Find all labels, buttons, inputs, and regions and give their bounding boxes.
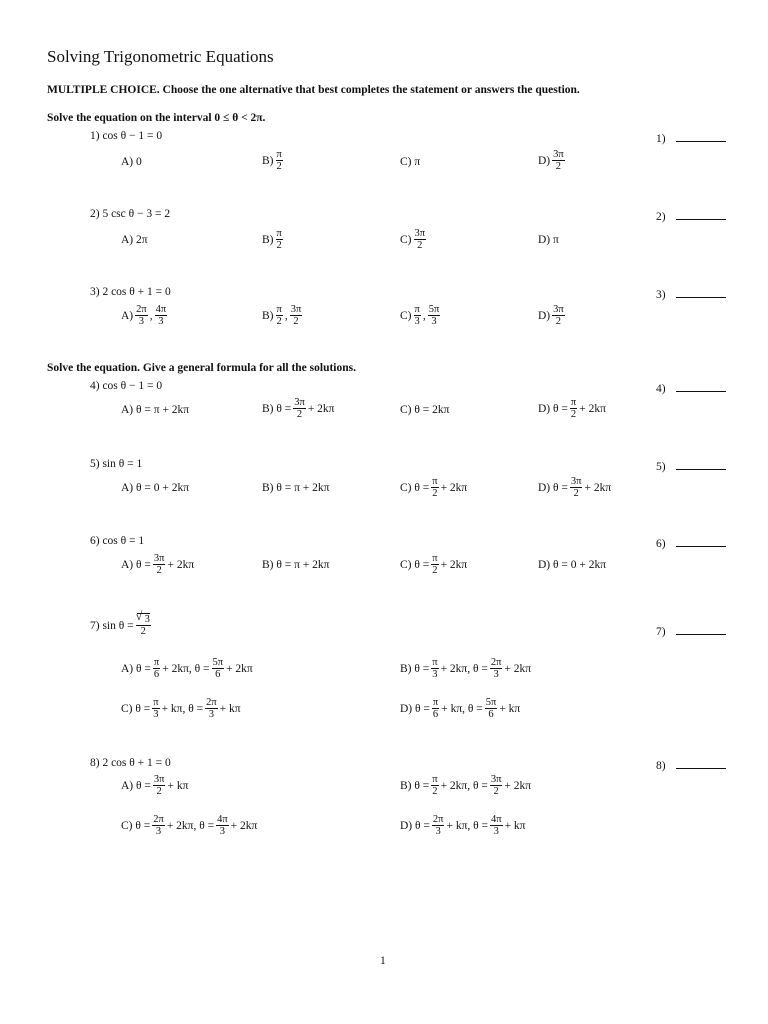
fraction: $\frac{\pi}{3}$ [432,657,438,680]
answer-slot-6[interactable] [656,534,726,550]
answer-number: 7) [656,626,666,638]
q3-option-a[interactable]: A) $\frac{2\pi}{3}$ , $\frac{4\pi}{3}$ [121,304,167,327]
question-3: 3) 2 cos θ + 1 = 0 [90,286,171,298]
question-6: 6) cos θ = 1 [90,535,145,547]
q1-option-c[interactable]: C) π [400,156,421,168]
fraction: $\frac{2\pi}{3}$ [206,697,217,720]
question-8: 8) 2 cos θ + 1 = 0 [90,757,171,769]
question-4: 4) cos θ − 1 = 0 [90,380,163,392]
q1-option-d[interactable]: D) $\frac{3\pi}{2}$ [538,149,564,172]
fraction: $\frac{\pi}{2}$ [276,304,282,327]
q6-option-b[interactable]: B) θ = π + 2kπ [262,559,330,571]
q4-option-a[interactable]: A) θ = π + 2kπ [121,404,190,416]
q1-option-b[interactable]: B) $\frac{\pi}{2}$ [262,149,282,172]
answer-number: 8) [656,760,666,772]
q7-option-d[interactable]: D) θ = $\frac{\pi}{6}$ + kπ , θ = $\frac{5\pi}{6}$ + kπ [400,697,521,720]
answer-slot-4[interactable] [656,379,726,395]
fraction: $\frac{3\pi}{2}$ [153,774,165,797]
q8-option-a[interactable]: A) θ = $\frac{3\pi}{2}$ + kπ [121,774,189,797]
fraction: $\frac{\pi}{2}$ [432,553,438,576]
fraction: $\frac{4\pi}{3}$ [491,814,502,837]
answer-blank[interactable] [676,207,726,220]
q4-option-b[interactable]: B) θ = $\frac{3\pi}{2}$ + 2kπ [262,397,335,420]
instructions: MULTIPLE CHOICE. Choose the one alternative that best completes the statement or answers the question. [47,84,580,96]
fraction: $\frac{3\pi}{2}$ [414,228,426,251]
answer-slot-1[interactable] [656,129,726,145]
sqrt-symbol: √ 3 [137,613,150,625]
fraction: $\frac{4\pi}{3}$ [155,304,167,327]
answer-slot-7[interactable] [656,622,726,638]
q4-option-c[interactable]: C) θ = 2kπ [400,404,450,416]
q3-option-d[interactable]: D) $\frac{3\pi}{2}$ [538,304,564,327]
fraction: $\frac{3\pi}{2}$ [490,774,502,797]
q8-option-d[interactable]: D) θ = $\frac{2\pi}{3}$ + kπ , θ = $\frac{4\pi}{3}$ + kπ [400,814,526,837]
fraction: $\frac{\pi}{6}$ [153,657,160,680]
answer-slot-5[interactable] [656,457,726,473]
answer-slot-3[interactable] [656,285,726,301]
fraction: $\frac{2\pi}{3}$ [153,814,164,837]
q5-option-a[interactable]: A) θ = 0 + 2kπ [121,482,190,494]
fraction: $\frac{3\pi}{2}$ [553,304,564,327]
q1-option-a[interactable]: A) 0 [121,156,142,168]
fraction: $\frac{\pi}{2}$ [432,476,438,499]
fraction: $\frac{2\pi}{3}$ [136,304,147,327]
answer-number: 5) [656,461,666,473]
q7-option-c[interactable]: C) θ = $\frac{\pi}{3}$ + kπ , θ = $\frac{2\pi}{3}$ + kπ [121,697,241,720]
question-2: 2) 5 csc θ − 3 = 2 [90,208,171,220]
q7-option-a[interactable]: A) θ = $\frac{\pi}{6}$ + 2kπ , θ = $\frac{5\pi}{6}$ + 2kπ [121,657,253,680]
q4-option-d[interactable]: D) θ = $\frac{\pi}{2}$ + 2kπ [538,397,606,420]
answer-blank[interactable] [676,379,726,392]
answer-number: 1) [656,133,666,145]
fraction: $\frac{3\pi}{2}$ [153,553,165,576]
answer-number: 2) [656,211,666,223]
fraction: √ $\frac{3}{2}$ [136,614,151,637]
question-7: 7) sin θ = √ $\frac{3}{2}$ [90,614,153,637]
q5-option-d[interactable]: D) θ = $\frac{3\pi}{2}$ + 2kπ [538,476,612,499]
q6-option-c[interactable]: C) θ = $\frac{\pi}{2}$ + 2kπ [400,553,468,576]
q5-option-b[interactable]: B) θ = π + 2kπ [262,482,330,494]
q2-option-c[interactable]: C) $\frac{3\pi}{2}$ [400,228,426,251]
fraction: $\frac{\pi}{2}$ [570,397,577,420]
question-5: 5) sin θ = 1 [90,458,143,470]
q8-option-b[interactable]: B) θ = $\frac{\pi}{2}$ + 2kπ , θ = $\frac{3\pi}{2}$ + 2kπ [400,774,532,797]
answer-blank[interactable] [676,756,726,769]
answer-blank[interactable] [676,285,726,298]
answer-blank[interactable] [676,129,726,142]
q8-option-c[interactable]: C) θ = $\frac{2\pi}{3}$ + 2kπ , θ = $\frac{4\pi}{3}$ + 2kπ [121,814,258,837]
fraction: $\frac{\pi}{2}$ [276,149,282,172]
fraction: $\frac{5\pi}{6}$ [212,657,224,680]
answer-number: 3) [656,289,666,301]
answer-number: 6) [656,538,666,550]
answer-slot-8[interactable] [656,756,726,772]
section-heading-interval: Solve the equation on the interval 0 ≤ θ < 2π. [47,112,266,124]
q6-option-d[interactable]: D) θ = 0 + 2kπ [538,559,607,571]
fraction: $\frac{3\pi}{2}$ [570,476,582,499]
fraction: $\frac{\pi}{2}$ [432,774,438,797]
fraction: $\frac{4\pi}{3}$ [217,814,228,837]
answer-blank[interactable] [676,457,726,470]
q5-option-c[interactable]: C) θ = $\frac{\pi}{2}$ + 2kπ [400,476,468,499]
fraction: $\frac{3\pi}{2}$ [294,397,305,420]
answer-slot-2[interactable] [656,207,726,223]
fraction: $\frac{\pi}{3}$ [153,697,159,720]
fraction: $\frac{5\pi}{6}$ [485,697,497,720]
q3-option-c[interactable]: C) $\frac{\pi}{3}$ , $\frac{5\pi}{3}$ [400,304,440,327]
page-title: Solving Trigonometric Equations [47,47,274,66]
fraction: $\frac{5\pi}{3}$ [428,304,440,327]
q2-option-a[interactable]: A) 2π [121,234,148,246]
fraction: $\frac{\pi}{3}$ [414,304,420,327]
fraction: $\frac{3\pi}{2}$ [290,304,302,327]
fraction: $\frac{2\pi}{3}$ [432,814,444,837]
q6-option-a[interactable]: A) θ = $\frac{3\pi}{2}$ + 2kπ [121,553,195,576]
answer-blank[interactable] [676,534,726,547]
fraction: $\frac{\pi}{6}$ [432,697,439,720]
fraction: $\frac{\pi}{2}$ [276,228,282,251]
fraction: $\frac{3\pi}{2}$ [553,149,564,172]
page-number: 1 [380,955,386,967]
section-heading-general: Solve the equation. Give a general formula for all the solutions. [47,362,357,374]
q2-option-d[interactable]: D) π [538,234,559,246]
fraction: $\frac{2\pi}{3}$ [490,657,502,680]
q2-option-b[interactable]: B) $\frac{\pi}{2}$ [262,228,282,251]
question-1: 1) cos θ − 1 = 0 [90,130,163,142]
q3-option-b[interactable]: B) $\frac{\pi}{2}$ , $\frac{3\pi}{2}$ [262,304,302,327]
answer-number: 4) [656,383,666,395]
answer-blank[interactable] [676,622,726,635]
q7-option-b[interactable]: B) θ = $\frac{\pi}{3}$ + 2kπ , θ = $\frac{2\pi}{3}$ + 2kπ [400,657,532,680]
